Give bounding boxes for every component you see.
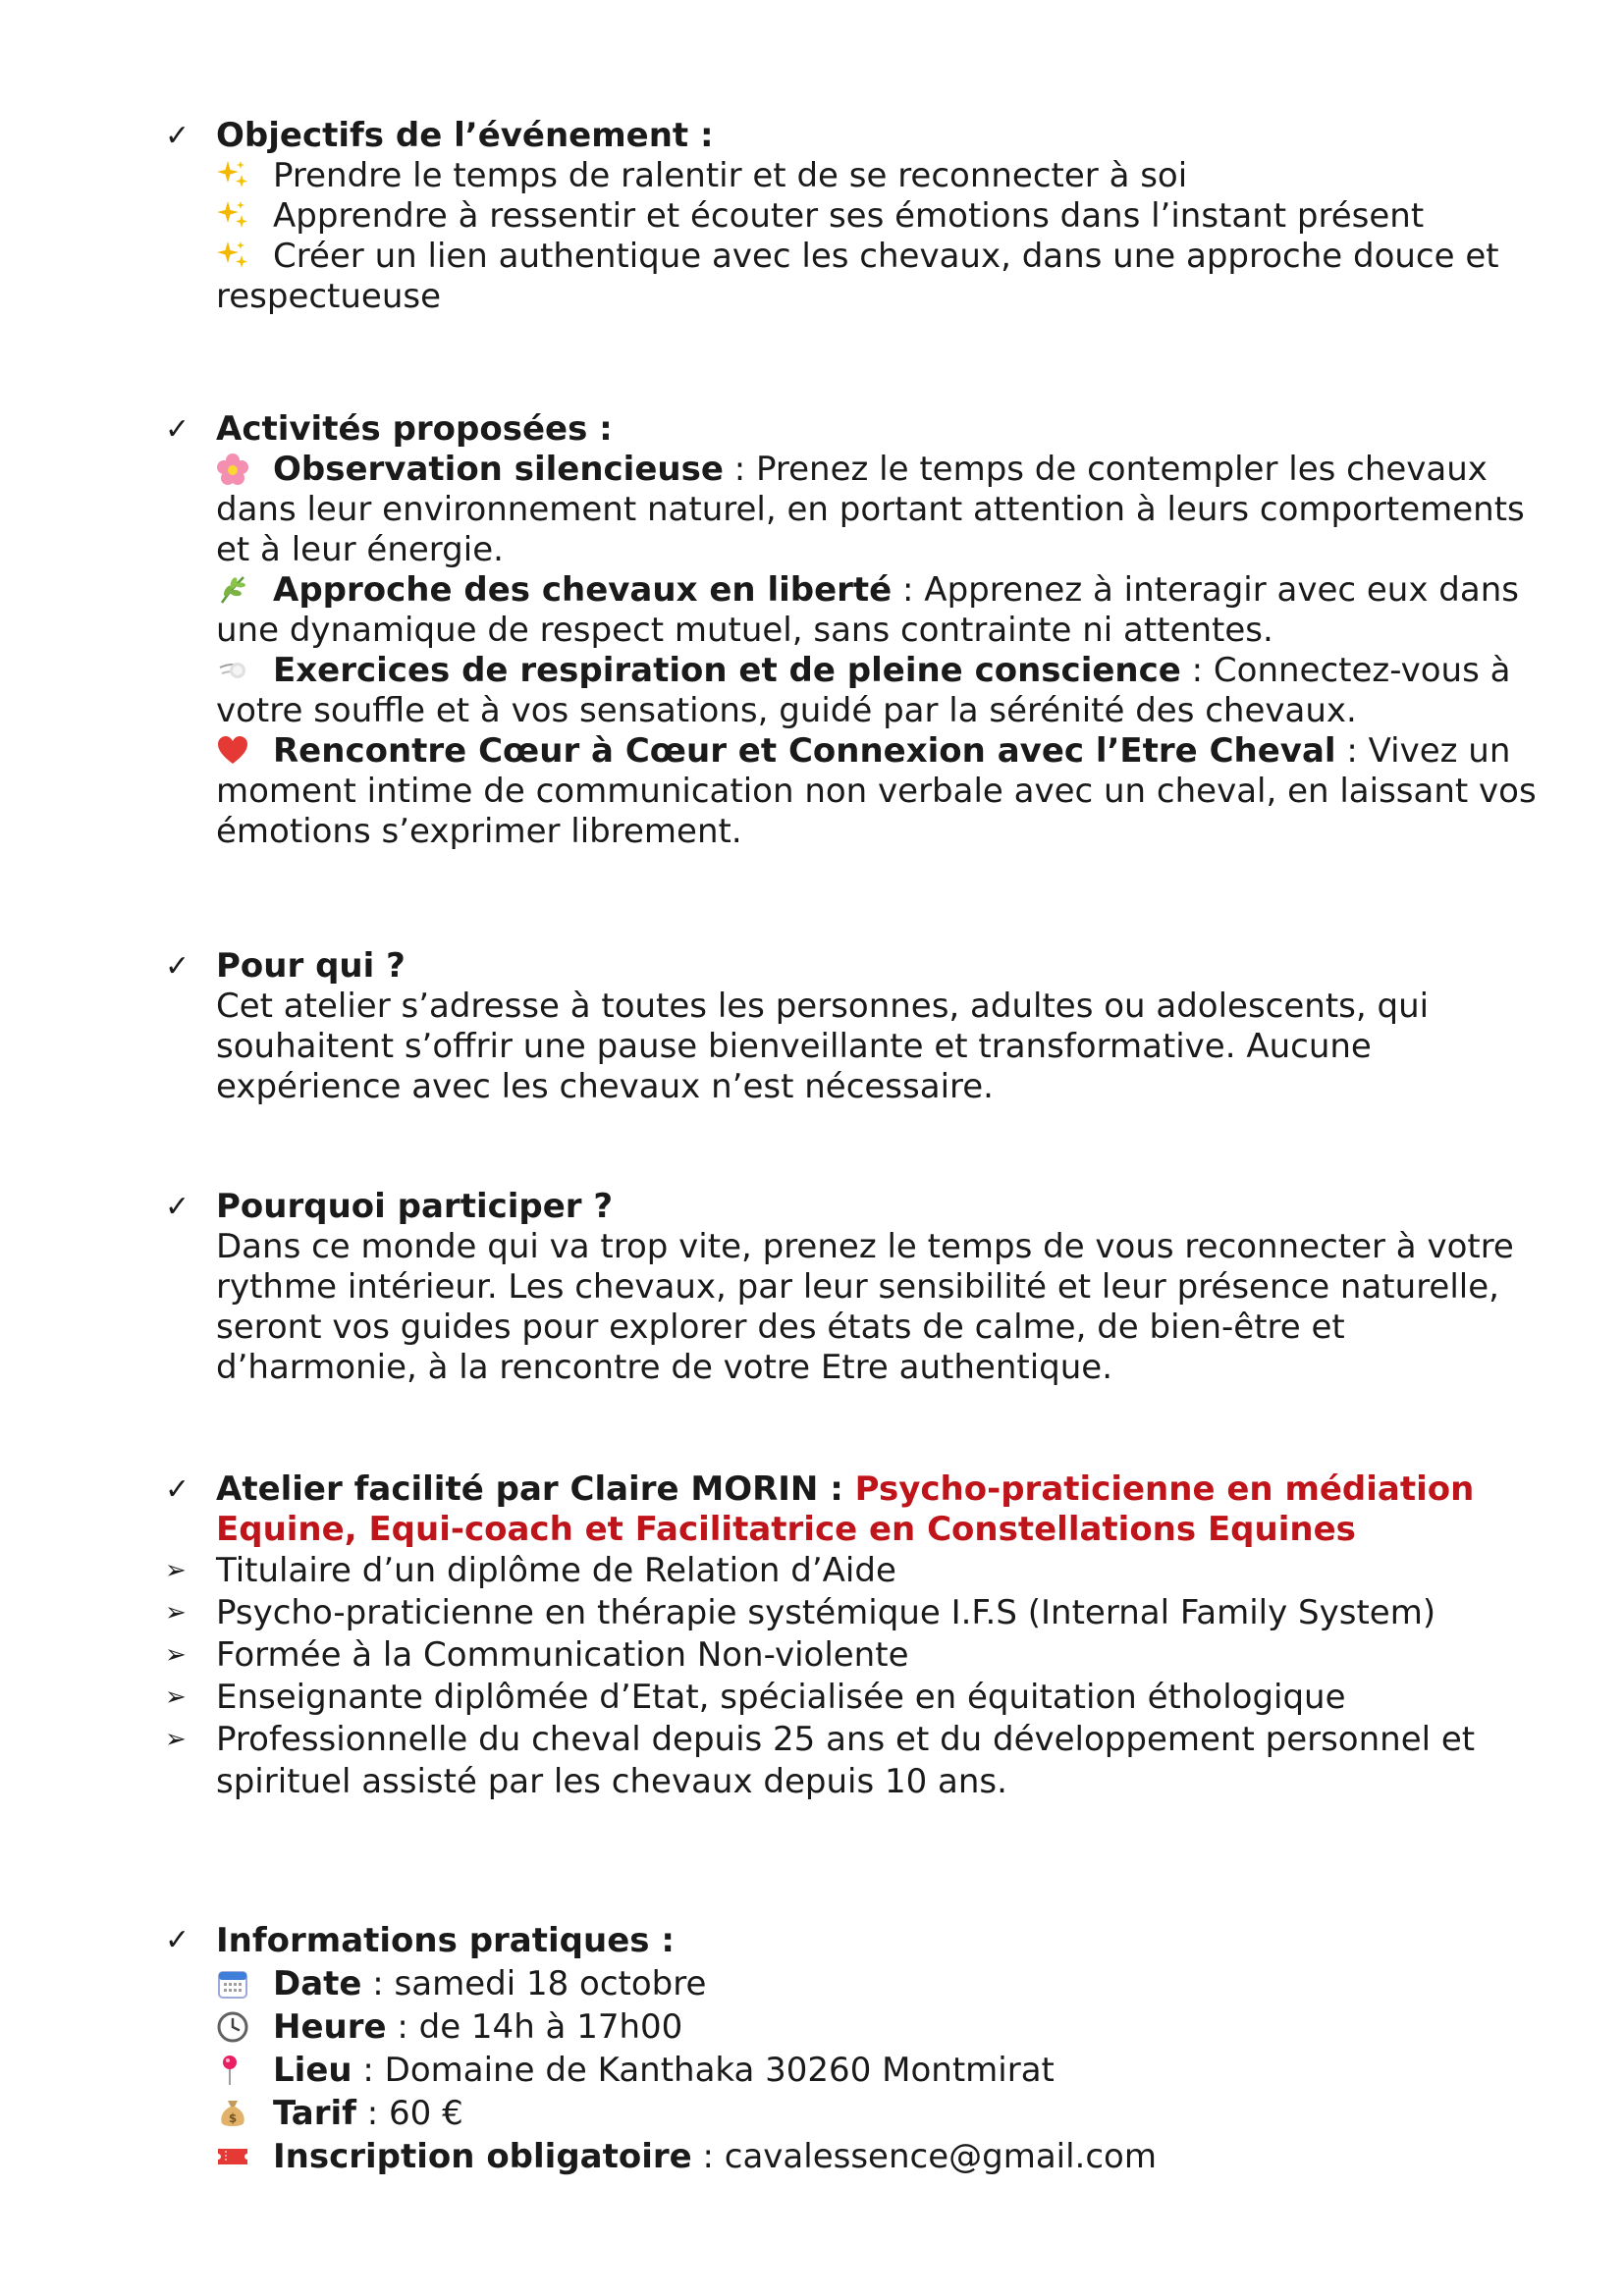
info-item-tarif: $ Tarif : 60 € bbox=[216, 2092, 1540, 2135]
list-item: ➢ Formée à la Communication Non-violente bbox=[165, 1635, 909, 1675]
info-item-heure: Heure : de 14h à 17h00 bbox=[216, 2005, 1540, 2049]
section-heading: Pour qui ? bbox=[216, 946, 406, 986]
heart-icon bbox=[216, 731, 273, 772]
section-activites bbox=[165, 409, 1540, 852]
arrow-bullet-icon: ➢ bbox=[165, 1682, 187, 1712]
list-item: Apprendre à ressentir et écouter ses émotions dans l’instant présent bbox=[216, 196, 1540, 237]
wind-icon bbox=[216, 651, 273, 691]
list-item: ➢ Professionnelle du cheval depuis 25 ans et du développement personnel et spirituel assisté par les chevaux depuis 10 ans. bbox=[165, 1720, 1476, 1801]
checkmark-icon: ✓ bbox=[165, 1472, 190, 1507]
section-pourquoi bbox=[165, 1187, 1540, 1388]
arrow-bullet-icon: ➢ bbox=[165, 1598, 187, 1628]
checkmark-icon: ✓ bbox=[165, 949, 190, 984]
list-item: Créer un lien authentique avec les chevaux, dans une approche douce et respectueuse bbox=[216, 237, 1499, 316]
section-heading: Informations pratiques : bbox=[216, 1921, 675, 1960]
checkmark-icon: ✓ bbox=[165, 412, 190, 447]
section-text: Dans ce monde qui va trop vite, prenez le temps de vous reconnecter à votre rythme intérieur. Les chevaux, par leur sensibilité et leur présence naturelle, seront vos guides pour explorer des états de calme, de bien-être et d’harmonie, à la rencontre de votre Etre authentique. bbox=[216, 1227, 1514, 1387]
qualification-list bbox=[165, 1550, 1540, 1803]
activity-item: Rencontre Cœur à Cœur et Connexion avec l’Etre Cheval : Vivez un moment intime de communication non verbale avec un cheval, en laissant vos émotions s’exprimer librement. bbox=[216, 731, 1537, 851]
facilitator-role: Psycho-praticienne en médiation Equine, Equi-coach et Facilitatrice en Constellations Equines bbox=[216, 1469, 1475, 1549]
sparkles-icon bbox=[216, 196, 273, 237]
section-atelier bbox=[165, 1469, 1540, 1803]
info-item-date: Date : samedi 18 octobre bbox=[216, 1962, 1540, 2005]
section-text: Cet atelier s’adresse à toutes les personnes, adultes ou adolescents, qui souhaitent s’offrir une pause bienveillante et transformative. Aucune expérience avec les chevaux n’est nécessaire. bbox=[216, 987, 1430, 1106]
list-item: ➢ Titulaire d’un diplôme de Relation d’Aide bbox=[165, 1551, 896, 1590]
arrow-bullet-icon: ➢ bbox=[165, 1640, 187, 1670]
activity-item: Observation silencieuse : Prenez le temps de contempler les chevaux dans leur environnement naturel, en portant attention à leurs comportements et à leur énergie. bbox=[216, 450, 1525, 569]
money-bag-icon bbox=[216, 2092, 273, 2135]
list-item: Prendre le temps de ralentir et de se reconnecter à soi bbox=[216, 156, 1540, 196]
facilitator-heading: Atelier facilité par Claire MORIN : Psycho-praticienne en médiation Equine, Equi-coach et Facilitatrice en Constellations Equines bbox=[216, 1469, 1475, 1549]
section-objectifs bbox=[165, 116, 1540, 317]
section-heading: Activités proposées : bbox=[216, 409, 613, 449]
activity-item: Approche des chevaux en liberté : Apprenez à interagir avec eux dans une dynamique de respect mutuel, sans contrainte ni attentes. bbox=[216, 570, 1519, 650]
sparkles-icon bbox=[216, 237, 273, 277]
pin-icon bbox=[216, 2049, 273, 2092]
section-infos bbox=[165, 1919, 1540, 2178]
arrow-bullet-icon: ➢ bbox=[165, 1556, 187, 1585]
info-item-inscription: Inscription obligatoire : cavalessence@gmail.com bbox=[216, 2135, 1540, 2178]
checkmark-icon: ✓ bbox=[165, 119, 190, 153]
calendar-icon bbox=[216, 1962, 273, 2005]
sparkles-icon bbox=[216, 156, 273, 196]
arrow-bullet-icon: ➢ bbox=[165, 1725, 187, 1754]
checkmark-icon: ✓ bbox=[165, 1923, 190, 1957]
svg-text:$: $ bbox=[228, 2111, 238, 2125]
flower-icon bbox=[216, 450, 273, 490]
list-item: ➢ Enseignante diplômée d’Etat, spécialisée en équitation éthologique bbox=[165, 1678, 1346, 1717]
herb-icon bbox=[216, 570, 273, 611]
list-item: ➢ Psycho-praticienne en thérapie systémique I.F.S (Internal Family System) bbox=[165, 1593, 1436, 1632]
clock-icon bbox=[216, 2005, 273, 2049]
activity-item: Exercices de respiration et de pleine conscience : Connectez-vous à votre souffle et à vos sensations, guidé par la sérénité des chevaux. bbox=[216, 651, 1511, 730]
section-heading: Pourquoi participer ? bbox=[216, 1187, 614, 1226]
info-item-lieu: Lieu : Domaine de Kanthaka 30260 Montmirat bbox=[216, 2049, 1540, 2092]
section-pour-qui bbox=[165, 946, 1540, 1107]
section-heading: Objectifs de l’événement : bbox=[216, 116, 714, 155]
ticket-icon bbox=[216, 2135, 273, 2178]
checkmark-icon: ✓ bbox=[165, 1190, 190, 1224]
